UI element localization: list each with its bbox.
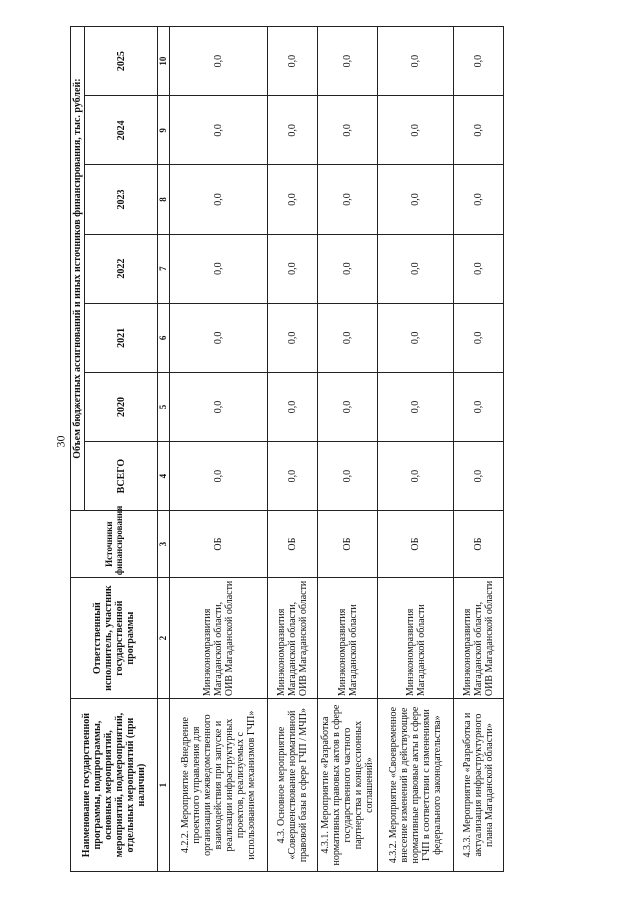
row-responsible: Минэкономразвития Магаданской области, ОИВ Магаданской области bbox=[170, 578, 268, 699]
row-value: 0,0 bbox=[318, 234, 378, 303]
row-value: 0,0 bbox=[170, 442, 268, 511]
header-year: 2024 bbox=[85, 96, 158, 165]
row-value: 0,0 bbox=[378, 234, 454, 303]
header-year: 2020 bbox=[85, 372, 158, 441]
row-responsible: Минэкономразвития Магаданской области bbox=[378, 578, 454, 699]
row-value: 0,0 bbox=[378, 303, 454, 372]
row-value: 0,0 bbox=[318, 372, 378, 441]
column-number: 5 bbox=[158, 372, 170, 441]
row-value: 0,0 bbox=[378, 96, 454, 165]
page-number: 30 bbox=[53, 435, 68, 448]
column-number: 8 bbox=[158, 165, 170, 234]
row-name: 4.3.2. Мероприятие «Своевременное внесение изменений в действующие нормативные правовые акты в сфере ГЧП в соответствии с изменениями федерального законодательства» bbox=[378, 699, 454, 872]
column-number: 1 bbox=[158, 699, 170, 872]
table-row bbox=[454, 27, 504, 872]
row-value: 0,0 bbox=[170, 303, 268, 372]
row-name: 4.3.3. Мероприятие «Разработка и актуализация инфраструктурного плана Магаданской области» bbox=[454, 699, 504, 872]
row-value: 0,0 bbox=[378, 372, 454, 441]
row-value: 0,0 bbox=[170, 165, 268, 234]
row-value: 0,0 bbox=[454, 303, 504, 372]
header-year: 2023 bbox=[85, 165, 158, 234]
row-responsible: Минэкономразвития Магаданской области, ОИВ Магаданской области bbox=[268, 578, 318, 699]
header-name: Наименование государственной программы, подпрограммы, основных мероприятий, мероприятий, подмероприятий, отдельных мероприятий (при наличии) bbox=[71, 699, 158, 872]
row-value: 0,0 bbox=[170, 372, 268, 441]
row-value: 0,0 bbox=[454, 234, 504, 303]
column-number: 6 bbox=[158, 303, 170, 372]
column-number: 9 bbox=[158, 96, 170, 165]
row-value: 0,0 bbox=[268, 96, 318, 165]
row-value: 0,0 bbox=[170, 234, 268, 303]
header-year: 2025 bbox=[85, 27, 158, 96]
table-row bbox=[170, 27, 268, 872]
row-value: 0,0 bbox=[454, 372, 504, 441]
row-value: 0,0 bbox=[268, 303, 318, 372]
row-value: 0,0 bbox=[454, 27, 504, 96]
column-number: 4 bbox=[158, 442, 170, 511]
row-value: 0,0 bbox=[454, 96, 504, 165]
row-value: 0,0 bbox=[318, 96, 378, 165]
column-number: 10 bbox=[158, 27, 170, 96]
column-number: 3 bbox=[158, 511, 170, 578]
row-name: 4.2.2. Мероприятие «Внедрение проектного управления для организации межведомственного взаимодействия при запуске и реализации инфраструктурных проектов, реализуемых с использованием механизмов ГЧП» bbox=[170, 699, 268, 872]
row-source: ОБ bbox=[170, 511, 268, 578]
row-value: 0,0 bbox=[318, 165, 378, 234]
row-name: 4.3. Основное мероприятие «Совершенствование нормативной правовой базы в сфере ГЧП / МЧП» bbox=[268, 699, 318, 872]
row-value: 0,0 bbox=[378, 442, 454, 511]
row-value: 0,0 bbox=[454, 442, 504, 511]
row-responsible: Минэкономразвития Магаданской области bbox=[318, 578, 378, 699]
row-value: 0,0 bbox=[318, 442, 378, 511]
row-responsible: Минэкономразвития Магаданской области, ОИВ Магаданской области bbox=[454, 578, 504, 699]
row-value: 0,0 bbox=[170, 27, 268, 96]
row-source: ОБ bbox=[268, 511, 318, 578]
funding-table bbox=[70, 26, 504, 872]
row-value: 0,0 bbox=[454, 165, 504, 234]
row-source: ОБ bbox=[318, 511, 378, 578]
row-value: 0,0 bbox=[318, 303, 378, 372]
row-source: ОБ bbox=[454, 511, 504, 578]
row-value: 0,0 bbox=[268, 27, 318, 96]
row-value: 0,0 bbox=[268, 372, 318, 441]
header-funding-title: Объем бюджетных ассигнований и иных источников финансирования, тыс. рублей: bbox=[71, 27, 85, 511]
row-source: ОБ bbox=[378, 511, 454, 578]
header-year: ВСЕГО bbox=[85, 442, 158, 511]
header-year: 2022 bbox=[85, 234, 158, 303]
header-year: 2021 bbox=[85, 303, 158, 372]
row-value: 0,0 bbox=[378, 27, 454, 96]
column-number: 2 bbox=[158, 578, 170, 699]
row-value: 0,0 bbox=[268, 165, 318, 234]
column-number: 7 bbox=[158, 234, 170, 303]
table-row bbox=[268, 27, 318, 872]
row-value: 0,0 bbox=[170, 96, 268, 165]
row-name: 4.3.1. Мероприятие «Разработка нормативных правовых актов в сфере государственного частного партнерства и концессионных соглашений» bbox=[318, 699, 378, 872]
table-row bbox=[378, 27, 454, 872]
row-value: 0,0 bbox=[268, 234, 318, 303]
table-row bbox=[318, 27, 378, 872]
row-value: 0,0 bbox=[378, 165, 454, 234]
row-value: 0,0 bbox=[318, 27, 378, 96]
header-responsible: Ответственный исполнитель, участник государственной программы bbox=[71, 578, 158, 699]
rotated-table-container bbox=[70, 26, 640, 872]
header-source: Источники финансирования bbox=[71, 511, 158, 578]
row-value: 0,0 bbox=[268, 442, 318, 511]
